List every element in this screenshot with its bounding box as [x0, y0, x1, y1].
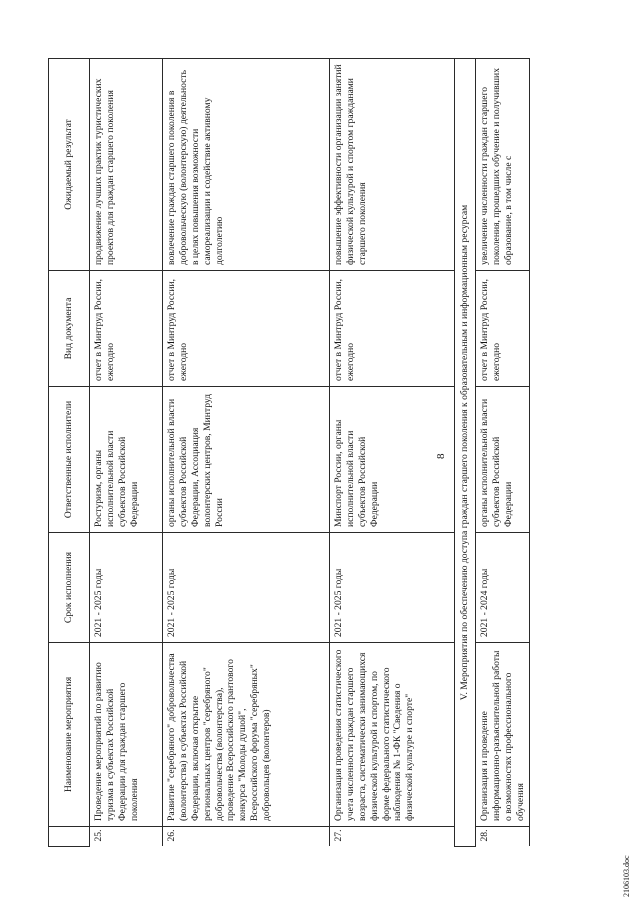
row-result: увеличение численности граждан старшего поколения, прошедших обучение и получивших образование, в том числе с — [475, 59, 530, 271]
table-row — [330, 59, 455, 847]
row-result: продвижение лучших практик туристических проектов для граждан старшего поколения — [90, 59, 163, 271]
row-executors: органы исполнительной власти субъектов Российской Федерации, Ассоциация волонтерских центров, Минтруд России — [163, 387, 330, 533]
header-result: Ожидаемый результат — [49, 59, 90, 271]
header-term: Срок исполнения — [49, 533, 90, 643]
header-doc-type: Вид документа — [49, 271, 90, 387]
row-name: Организация проведения статистического учета численности граждан старшего возраста, систематически занимающихся физической культурой и спортом, по форме федерального статистического наблюдения № 1-ФК "Сведения о физической культуре и спорте" — [330, 643, 455, 827]
row-name: Организация и проведение информационно-разъяснительной работы о возможностях профессионального обучения — [475, 643, 530, 827]
row-term: 2021 - 2024 годы — [475, 533, 530, 643]
row-term: 2021 - 2025 годы — [163, 533, 330, 643]
row-name: Проведение мероприятий по развитию туризма в субъектах Российской Федерации для граждан старшего поколения — [90, 643, 163, 827]
header-executors: Ответственные исполнители — [49, 387, 90, 533]
row-num: 27. — [330, 827, 455, 847]
row-num: 26. — [163, 827, 330, 847]
row-executors: органы исполнительной власти субъектов Российской Федерации — [475, 387, 530, 533]
row-executors: Минспорт России, органы исполнительной власти субъектов Российской Федерации — [330, 387, 455, 533]
row-doc-type: отчет в Минтруд России, ежегодно — [475, 271, 530, 387]
row-doc-type: отчет в Минтруд России, ежегодно — [90, 271, 163, 387]
row-term: 2021 - 2025 годы — [90, 533, 163, 643]
row-num: 28. — [475, 827, 530, 847]
row-executors: Ростуризм, органы исполнительной власти субъектов Российской Федерации — [90, 387, 163, 533]
doc-file-label: 2106103.doc — [622, 855, 631, 897]
section-title: V. Мероприятия по обеспечению доступа граждан старшего поколения к образовательным и информационным ресурсам — [455, 59, 476, 847]
page-number: 8 — [435, 453, 447, 459]
row-result: повышение эффективности организации занятий физической культурой и спортом гражданами старшего поколения — [330, 59, 455, 271]
table-row — [90, 59, 163, 847]
row-term: 2021 - 2025 годы — [330, 533, 455, 643]
section-row — [455, 59, 476, 847]
measures-table — [48, 58, 530, 847]
table-row — [163, 59, 330, 847]
row-doc-type: отчет в Минтруд России, ежегодно — [163, 271, 330, 387]
row-num: 25. — [90, 827, 163, 847]
row-doc-type: отчет в Минтруд России, ежегодно — [330, 271, 455, 387]
table-header-row — [49, 59, 90, 847]
row-result: вовлечение граждан старшего поколения в добровольческую (волонтерскую) деятельность в целях повышения возможности самореализации и содействие активному долголетию — [163, 59, 330, 271]
header-num — [49, 827, 90, 847]
header-name: Наименование мероприятия — [49, 643, 90, 827]
table-row — [475, 59, 530, 847]
row-name: Развитие "серебряного" добровольчества (волонтерства) в субъектах Российской Федерации, включая открытие региональных центров "серебряного" добровольчества (волонтерства), проведение Всероссийского грантового конкурса "Молоды душой", Всероссийского форума "серебряных" добровольцев (волонтеров) — [163, 643, 330, 827]
